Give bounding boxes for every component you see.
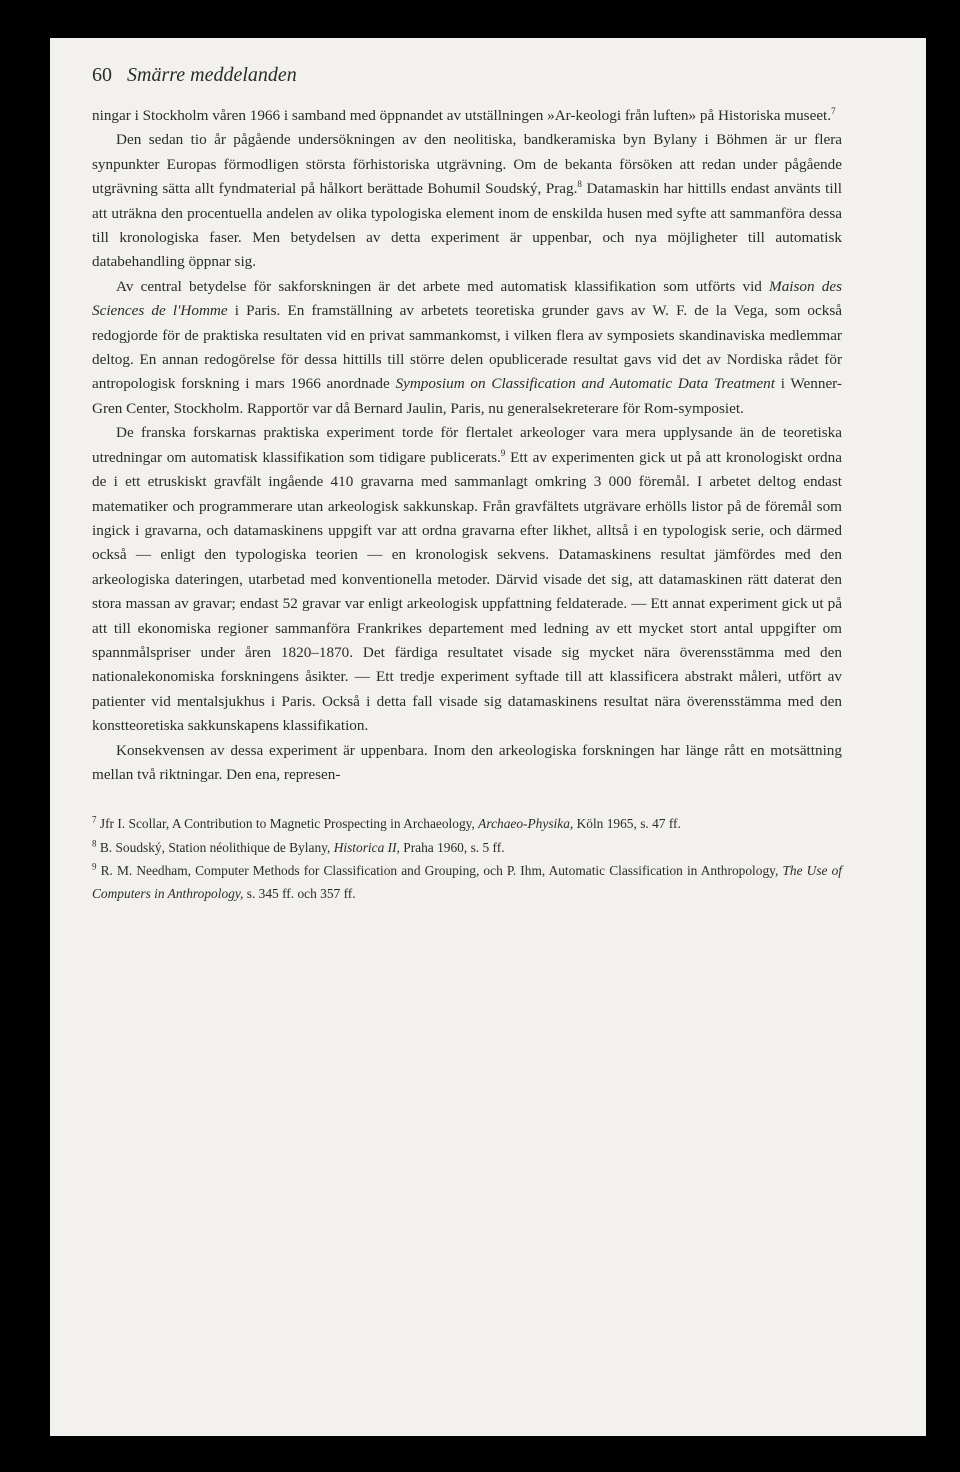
footnotes: [92, 813, 842, 905]
footnote-8-text-a: B. Soudský, Station néolithique de Bylany,: [99, 839, 334, 855]
footnote-7-text-c: Köln 1965, s. 47 ff.: [573, 816, 681, 832]
book-page: [50, 38, 926, 1436]
paragraph-5: Konsekvensen av dessa experiment är uppenbara. Inom den arkeologiska forskningen har länge rått en motsättning mellan två riktningar. Den ena, represen-: [92, 741, 842, 783]
footnote-ref-7: 7: [831, 105, 836, 116]
paragraph-2-text-b: Datamaskin har hittills endast använts till att uträkna den procentuella andelen av olika typologiska element inom de enskilda husen med syfte att sammanföra dessa till kronologiska faser. Men betydelsen av detta experiment är uppenbar, och nya möjligheter till automatisk databehandling öppnar sig.: [92, 180, 842, 271]
footnote-ref-8: 8: [577, 179, 582, 190]
paragraph-3: [92, 275, 842, 421]
paragraph-1-text: ningar i Stockholm våren 1966 i samband med öppnandet av utställningen »Ar-keologi från luften» på Historiska museet.: [92, 107, 832, 124]
paragraph-1: [92, 104, 842, 128]
footnote-9-text-c: s. 345 ff. och 357 ff.: [243, 885, 356, 901]
institution-name: Maison des Sciences de l'Homme: [92, 277, 842, 320]
paragraph-4-text-b: Ett av experimenten gick ut på att kronologiskt ordna de i ett etruskiskt gravfält ingående 410 gravarna med sammanlagt omkring 3 000 föremål. I arbetet deltog endast matematiker och programmerare utan arkeologisk sakkunskap. Från gravfältets utgrävare erhölls listor på de föremål som ingick i gravarna, och datamaskinens uppgift var att ordna gravarna efter likhet, alltså i en typologisk serie, och därmed också — enligt den typologiska teorien — en kronologisk sekvens. Datamaskinens resultat jämfördes med den arkeologiska dateringen, utarbetad med konventionella metoder. Därvid visade det sig, att datamaskinen rätt daterat den stora massan av gravar; endast 52 gravar var enligt arkeologisk uppfattning feldaterade. — Ett annat experiment gick ut på att till ekonomiska regioner sammanföra Frankrikes departement med ledning av ett mycket stort antal uppgifter om spannmålspriser under åren 1820–1870. Det färdiga resultatet visade sig mycket nära överensstämma med den nationalekonomiska forskningens åsikter. — Ett tredje experiment syftade till att klassificera abstrakt måleri, utfört av patienter vid mentalsjukhus i Paris. Också i detta fall visade sig datamaskinens resultat nära överensstämma med den konstteoretiska sakkunskapens klassifikation.: [92, 448, 842, 735]
paragraph-2-text-a: Den sedan tio år pågående undersökningen av den neolitiska, bandkeramiska byn Bylany i Böhmen är ur flera synpunkter Europas förmodligen största förhistoriska utgrävning. Om de bekanta försöken att redan under pågående utgrävning sätta allt fyndmaterial på hålkort berättade Bohumil Soudský, Prag.: [92, 131, 842, 198]
paragraph-3-text-c: i Paris. En framställning av arbetets teoretiska grunder gavs av W. F. de la Vega, som också redogjorde för de praktiska resultaten vid en privat sammankomst, i vilken flera av symposiets skandinaviska medlemmar deltog. En annan redogörelse för dessa hittills till större delen opublicerade resultat gavs vid det av Nordiska rådet för antropologisk forskning i mars 1966 anordnade: [92, 302, 842, 393]
footnote-mark-8: 8: [92, 838, 97, 849]
page-content: [92, 62, 842, 906]
paragraph-2: [92, 128, 842, 274]
footnote-9-text-a: R. M. Needham, Computer Methods for Classification and Grouping, och P. Ihm, Automatic Classification in Anthropology,: [100, 863, 783, 879]
footnote-7-journal: Archaeo-Physika,: [478, 816, 574, 832]
paragraph-4-text-a: De franska forskarnas praktiska experiment torde för flertalet arkeologer vara mera upplysande än de teoretiska utredningar om automatisk klassifikation som tidigare publicerats.: [92, 424, 842, 466]
page-number: 60: [92, 64, 112, 86]
paragraph-4: [92, 421, 842, 738]
running-title: Smärre meddelanden: [127, 64, 297, 86]
symposium-title: Symposium on Classification and Automatic Data Treatment: [395, 375, 775, 393]
footnote-9: [92, 860, 842, 905]
footnote-7-text-a: Jfr I. Scollar, A Contribution to Magnetic Prospecting in Archaeology,: [99, 816, 479, 832]
paragraph-3-text-a: Av central betydelse för sakforskningen är det arbete med automatisk klassifikation som utförts vid: [116, 277, 770, 295]
footnote-mark-7: 7: [92, 814, 97, 825]
footnote-8-text-c: Praha 1960, s. 5 ff.: [399, 839, 505, 855]
footnote-ref-9: 9: [500, 447, 506, 458]
footnote-mark-9: 9: [92, 861, 97, 872]
paragraph-3-text-e: i Wenner-Gren Center, Stockholm. Rapportör var då Bernard Jaulin, Paris, nu generalsekreterare för Rom-symposiet.: [92, 375, 842, 417]
footnote-9-book: The Use of Computers in Anthropology,: [92, 863, 842, 901]
page-header: [92, 62, 842, 88]
footnote-7: [92, 813, 842, 836]
body-text: [92, 104, 842, 787]
footnote-8: [92, 837, 842, 860]
footnote-8-journal: Historica II,: [333, 839, 400, 855]
